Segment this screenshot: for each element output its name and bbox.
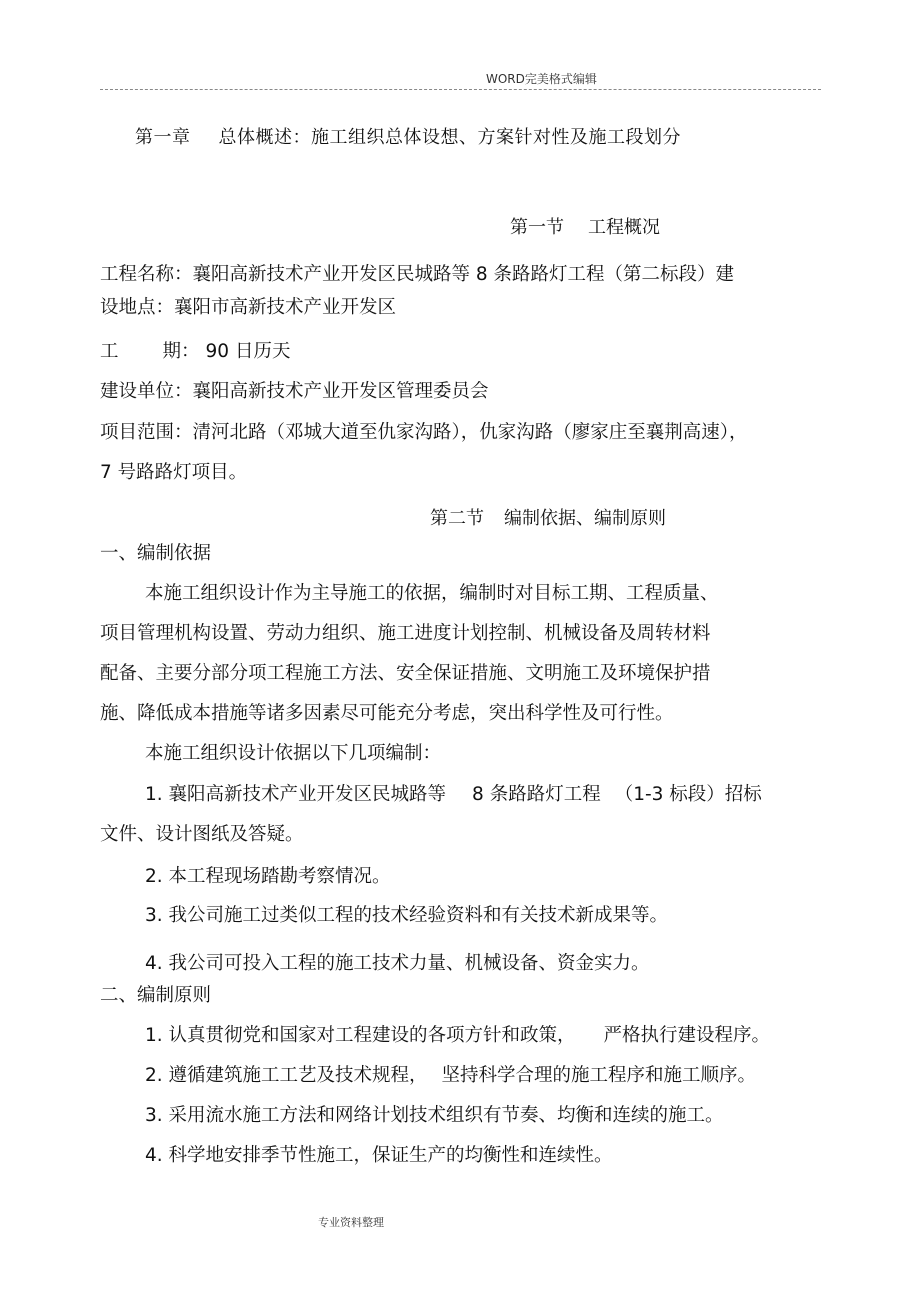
section2-title: 编制依据、编制原则 xyxy=(504,508,666,529)
basis-item1-line2: 文件、设计图纸及答疑。 xyxy=(100,824,304,845)
basis-intro: 本施工组织设计依据以下几项编制： xyxy=(145,743,442,764)
principles-heading: 二、编制原则 xyxy=(100,985,212,1006)
principle-item1-part2: 严格执行建设程序。 xyxy=(603,1025,771,1046)
basis-item1 xyxy=(145,786,762,805)
principle-item2-part1: 2. 遵循建筑施工工艺及技术规程， xyxy=(145,1065,428,1086)
basis-item1-part3: （1-3 标段）招标 xyxy=(614,784,762,805)
basis-para-line2: 项目管理机构设置、劳动力组织、施工进度计划控制、机械设备及周转材料 xyxy=(100,623,711,644)
basis-item2: 2. 本工程现场踏勘考察情况。 xyxy=(145,866,391,887)
basis-para-line4: 施、降低成本措施等诸多因素尽可能充分考虑，突出科学性及可行性。 xyxy=(100,703,674,724)
owner-line: 建设单位：襄阳高新技术产业开发区管理委员会 xyxy=(100,381,489,402)
period-value: 90 日历天 xyxy=(205,341,291,362)
period-label: 期： xyxy=(162,341,200,362)
principle-item1 xyxy=(145,1027,770,1046)
chapter-title: 总体概述：施工组织总体设想、方案针对性及施工段划分 xyxy=(218,127,681,148)
scope-line1: 项目范围：清河北路（邓城大道至仇家沟路），仇家沟路（廖家庄至襄荆高速）， xyxy=(100,422,748,443)
period-char: 工 xyxy=(100,341,119,362)
principle-item4: 4. 科学地安排季节性施工，保证生产的均衡性和连续性。 xyxy=(145,1145,613,1166)
basis-para-line3: 配备、主要分部分项工程施工方法、安全保证措施、文明施工及环境保护措 xyxy=(100,663,711,684)
header-rule xyxy=(100,89,821,90)
section1-number: 第一节 xyxy=(510,217,564,238)
project-name-line2: 设地点：襄阳市高新技术产业开发区 xyxy=(100,297,397,318)
principle-item2-part2: 坚持科学合理的施工程序和施工顺序。 xyxy=(441,1065,757,1086)
chapter-number: 第一章 xyxy=(135,127,191,148)
page-footer: 专业资料整理 xyxy=(318,1216,384,1229)
basis-item3: 3. 我公司施工过类似工程的技术经验资料和有关技术新成果等。 xyxy=(145,905,669,926)
section1-title: 工程概况 xyxy=(588,217,660,238)
period-line xyxy=(100,343,290,362)
basis-item4: 4. 我公司可投入工程的施工技术力量、机械设备、资金实力。 xyxy=(145,953,650,974)
basis-heading: 一、编制依据 xyxy=(100,543,212,564)
chapter-heading xyxy=(135,123,681,149)
section2-number: 第二节 xyxy=(430,508,484,529)
principle-item2 xyxy=(145,1067,756,1086)
section2-heading xyxy=(430,504,666,530)
basis-item1-part1: 1. 襄阳高新技术产业开发区民城路等 xyxy=(145,784,447,805)
basis-para-line1: 本施工组织设计作为主导施工的依据，编制时对目标工期、工程质量、 xyxy=(145,583,719,604)
basis-item1-part2: 8 条路路灯工程 xyxy=(472,784,601,805)
section1-heading xyxy=(510,213,660,239)
principle-item1-part1: 1. 认真贯彻党和国家对工程建设的各项方针和政策， xyxy=(145,1025,576,1046)
scope-line2: 7 号路路灯项目。 xyxy=(100,462,248,483)
page-header: WORD完美格式编辑 xyxy=(486,72,597,86)
principle-item3: 3. 采用流水施工方法和网络计划技术组织有节奏、均衡和连续的施工。 xyxy=(145,1105,724,1126)
project-name-line1: 工程名称：襄阳高新技术产业开发区民城路等 8 条路路灯工程（第二标段）建 xyxy=(100,264,735,285)
